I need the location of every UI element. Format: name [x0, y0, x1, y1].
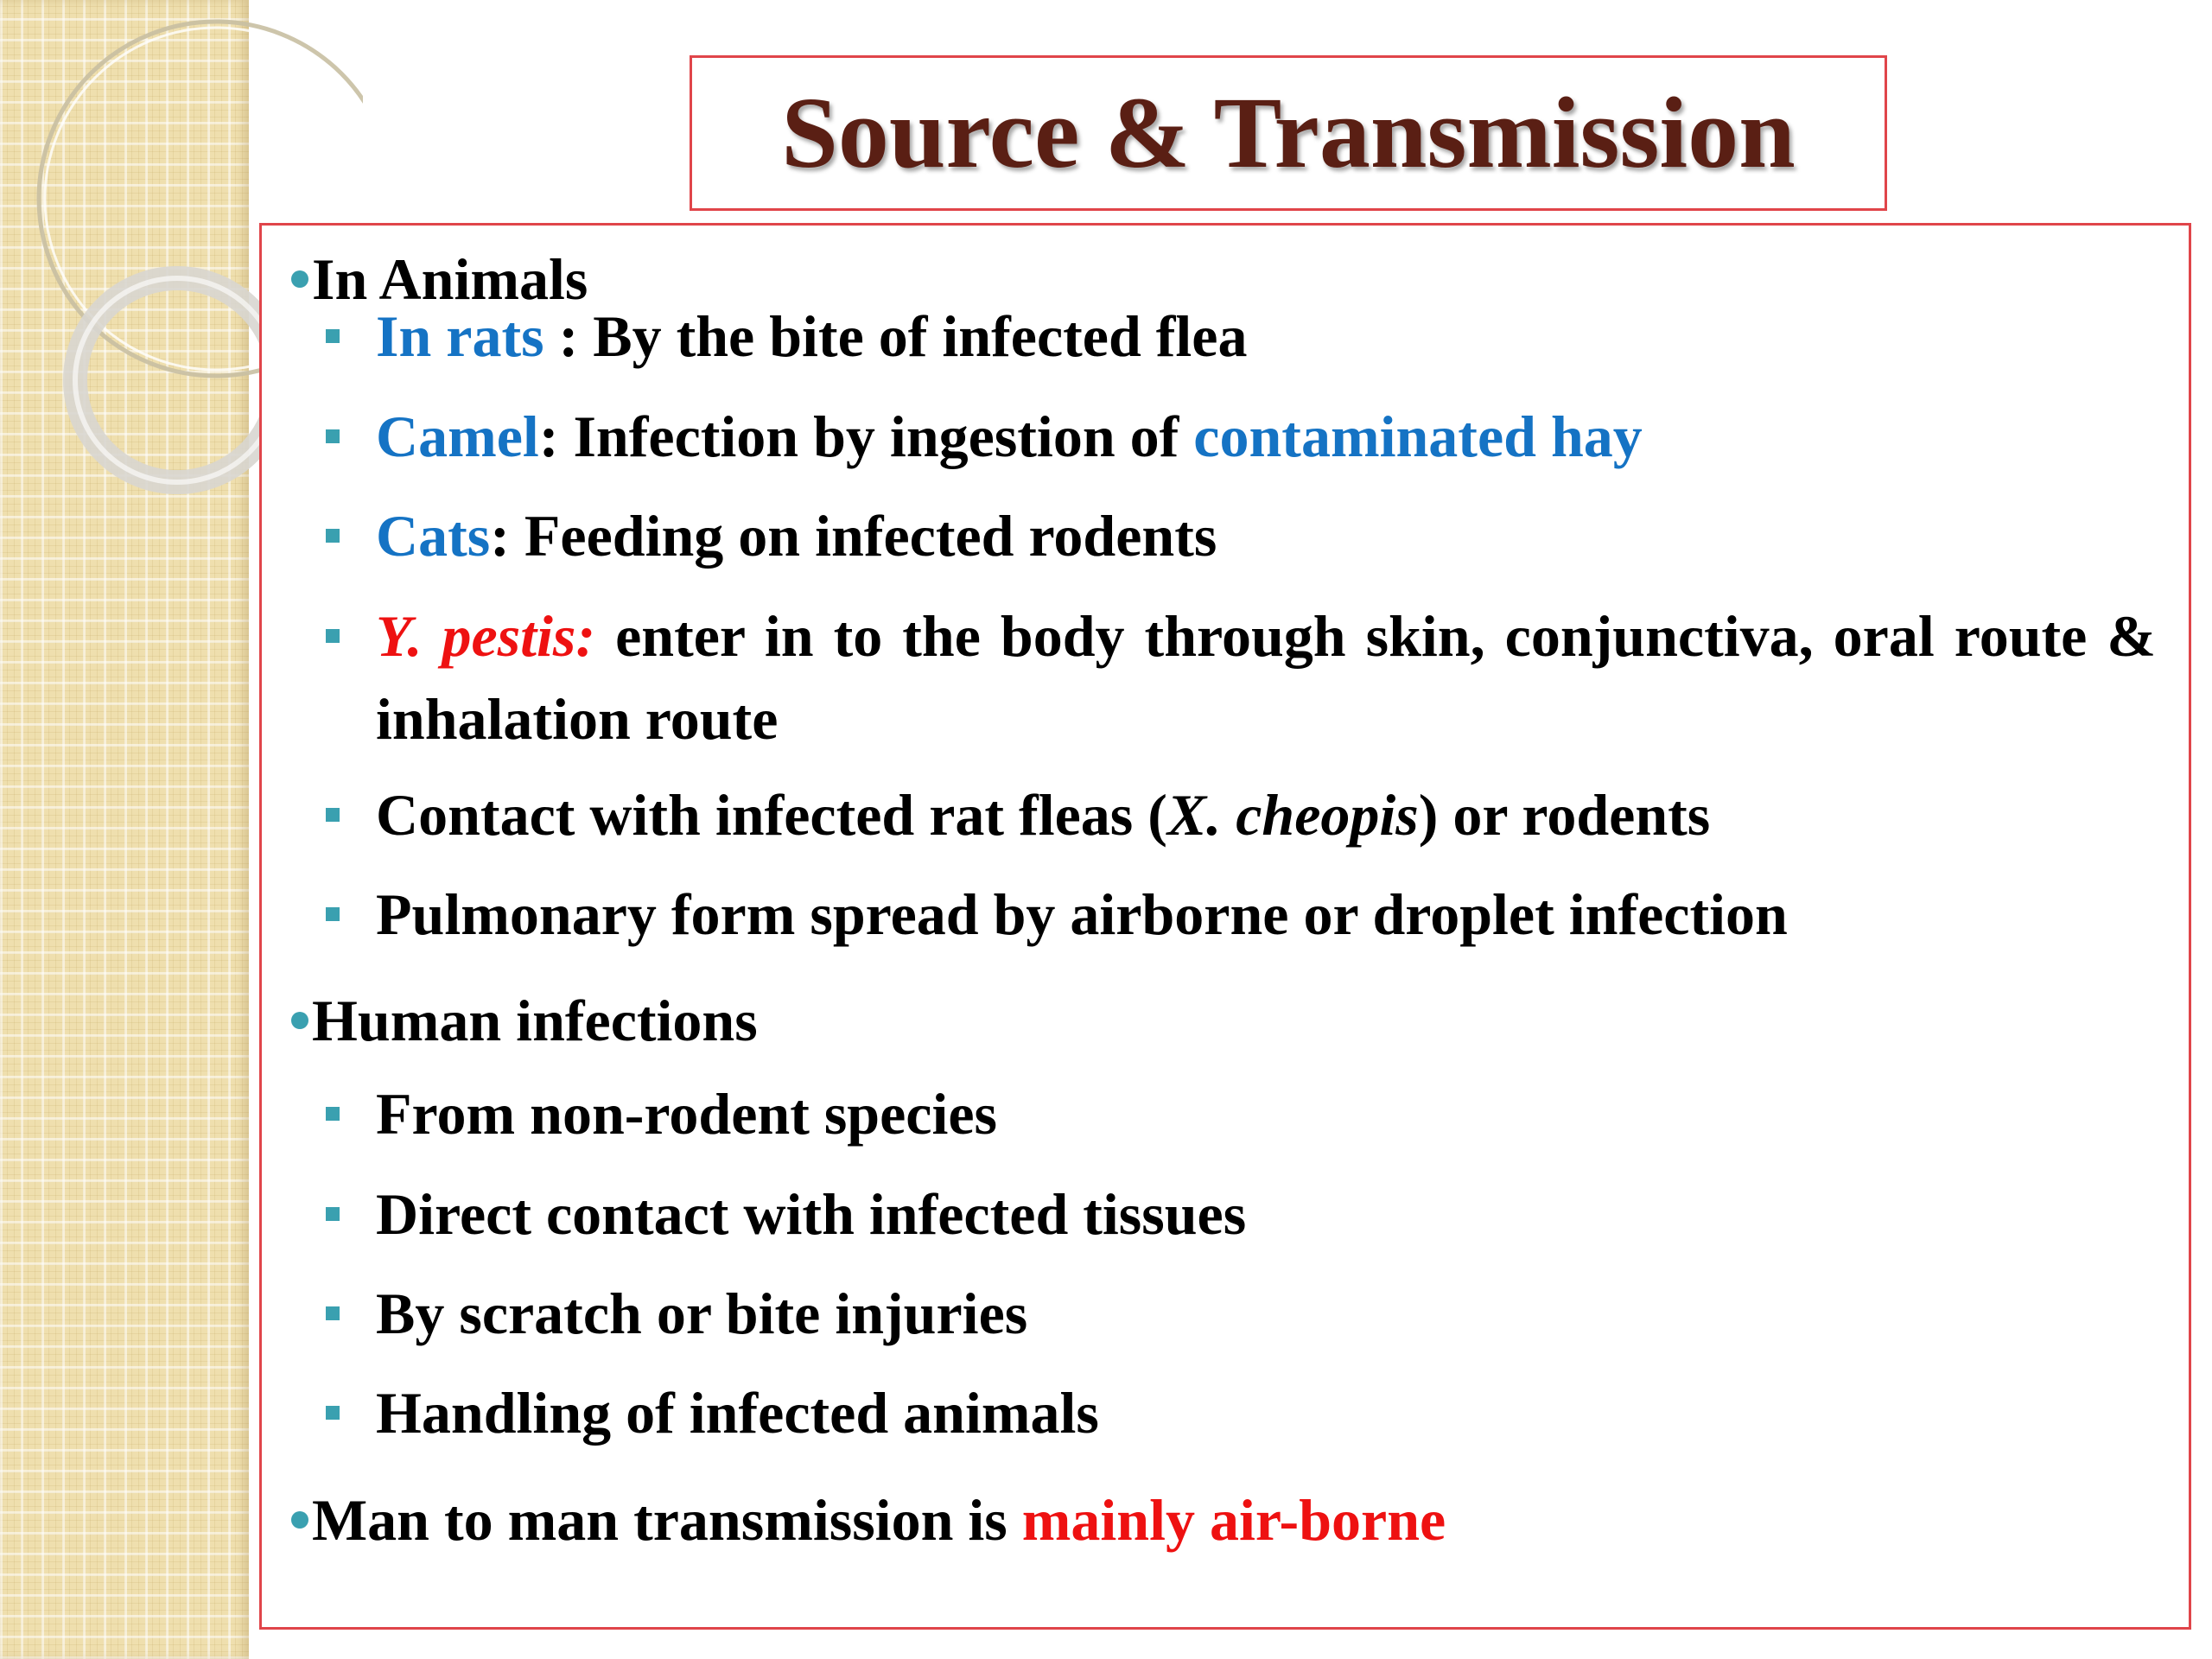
list-item-cats — [376, 494, 2156, 577]
list-item-scratch-bite — [376, 1272, 2156, 1355]
round-bullet-icon — [291, 1511, 308, 1529]
item-text: Handling of infected animals — [376, 1380, 1099, 1446]
section-human-infections — [312, 986, 758, 1055]
item-highlight: contaminated hay — [1193, 404, 1643, 469]
item-lead: Camel — [376, 404, 539, 469]
square-bullet-icon — [326, 1406, 340, 1420]
content-box — [259, 223, 2191, 1630]
square-bullet-icon — [326, 1207, 340, 1221]
square-bullet-icon — [326, 429, 340, 443]
item-lead: Y. pestis: — [376, 603, 596, 669]
list-item-y-pestis — [376, 594, 2156, 760]
list-item-pulmonary — [376, 873, 2156, 956]
section-highlight: mainly air-borne — [1021, 1487, 1446, 1553]
square-bullet-icon — [326, 529, 340, 543]
square-bullet-icon — [326, 629, 340, 643]
list-item-handling — [376, 1371, 2156, 1454]
item-text: From non-rodent species — [376, 1081, 998, 1147]
list-item-direct-contact — [376, 1173, 2156, 1255]
square-bullet-icon — [326, 1107, 340, 1121]
item-text: By scratch or bite injuries — [376, 1281, 1028, 1346]
section-man-to-man — [312, 1485, 1446, 1554]
slide-title: Source & Transmission — [781, 76, 1796, 189]
item-text: : Feeding on infected rodents — [490, 503, 1217, 569]
square-bullet-icon — [326, 1306, 340, 1320]
item-text: Pulmonary form spread by airborne or droplet infection — [376, 881, 1788, 947]
list-item-contact-fleas — [376, 773, 2156, 856]
item-lead: In rats — [376, 303, 544, 369]
item-text: Direct contact with infected tissues — [376, 1181, 1247, 1247]
section-heading: Man to man transmission is — [312, 1487, 1022, 1553]
section-heading: Human infections — [312, 988, 758, 1053]
round-bullet-icon — [291, 270, 308, 288]
item-italic: X. cheopis — [1166, 782, 1419, 848]
item-text: enter in to the body through skin, conjunctiva, oral route & inhalation route — [376, 603, 2156, 752]
item-lead: Cats — [376, 503, 491, 569]
item-text: : By the bite of infected flea — [543, 303, 1248, 369]
section-heading: In Animals — [312, 246, 588, 312]
list-item-non-rodent — [376, 1072, 2156, 1155]
square-bullet-icon — [326, 907, 340, 921]
square-bullet-icon — [326, 329, 340, 343]
list-item-rats — [376, 295, 2156, 378]
list-item-camel — [376, 395, 2156, 478]
title-box — [690, 55, 1887, 211]
square-bullet-icon — [326, 808, 340, 822]
item-text-post: ) or rodents — [1418, 782, 1711, 848]
round-bullet-icon — [291, 1012, 308, 1029]
item-text: : Infection by ingestion of — [538, 404, 1194, 469]
item-text-pre: Contact with infected rat fleas ( — [376, 782, 1167, 848]
